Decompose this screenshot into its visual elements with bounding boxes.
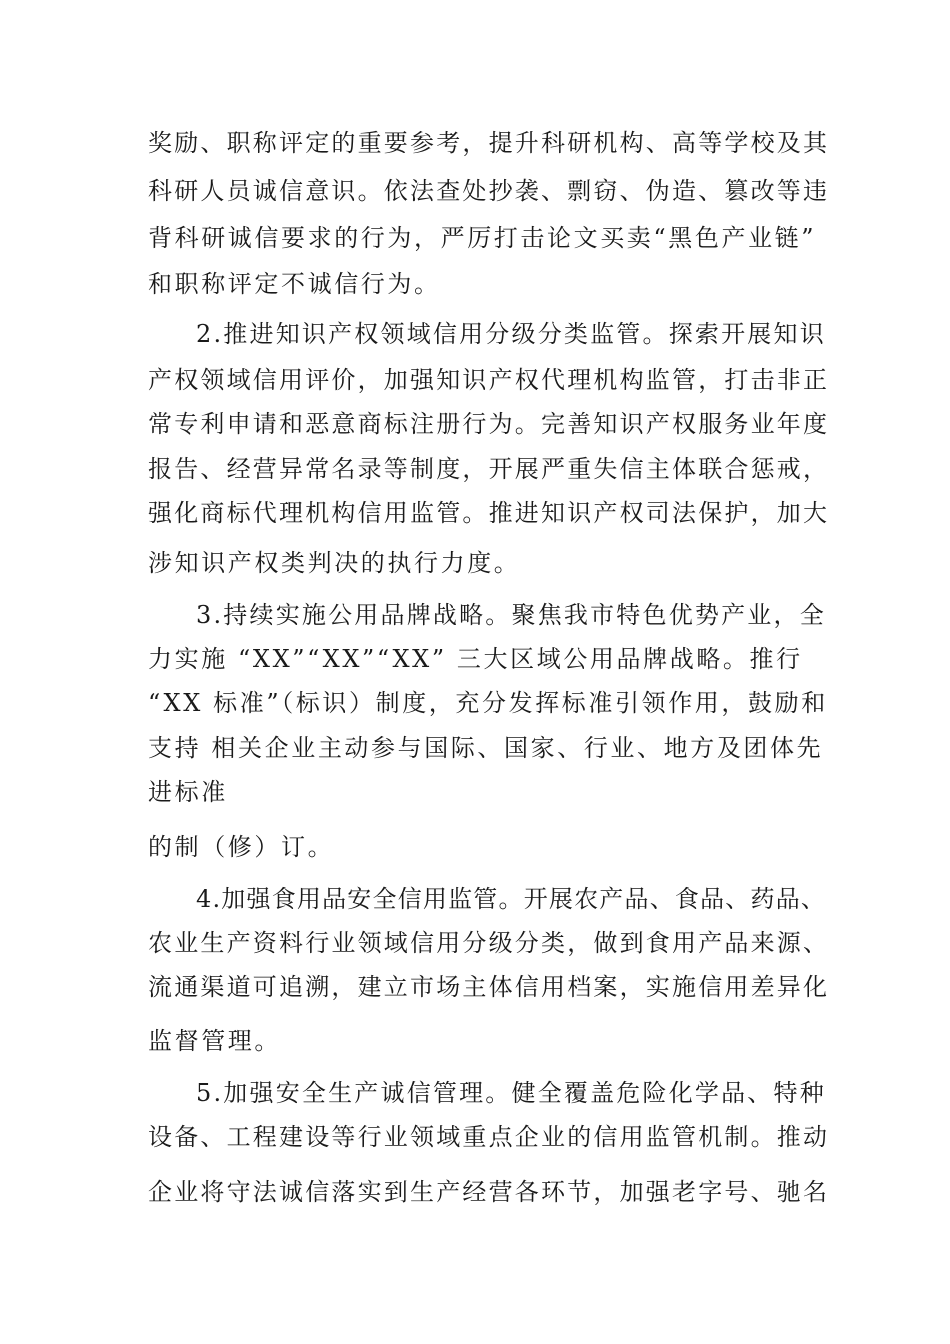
- text-line: 设备、工程建设等行业领域重点企业的信用监管机制。推动: [148, 1123, 830, 1151]
- text-line: 强化商标代理机构信用监管。推进知识产权司法保护，加大: [148, 499, 830, 527]
- text-line: 常专利申请和恶意商标注册行为。完善知识产权服务业年度: [148, 410, 830, 438]
- text-line: 产权领域信用评价，加强知识产权代理机构监管，打击非正: [148, 366, 830, 394]
- text-line: 企业将守法诚信落实到生产经营各环节，加强老字号、驰名: [148, 1178, 830, 1206]
- paragraph-heading-5: 5.加强安全生产诚信管理。健全覆盖危险化学品、特种: [196, 1079, 826, 1107]
- text-line: 进标准: [148, 778, 228, 806]
- text-line: 涉知识产权类判决的执行力度。: [148, 549, 521, 577]
- text-line: 支持 相关企业主动参与国际、国家、行业、地方及团体先: [148, 734, 824, 762]
- text-line: 的制（修）订。: [148, 833, 335, 861]
- text-line: 监督管理。: [148, 1027, 281, 1055]
- text-line: 背科研诚信要求的行为，严厉打击论文买卖“黑色产业链”: [148, 224, 817, 252]
- text-line: 科研人员诚信意识。依法查处抄袭、剽窃、伪造、篡改等违: [148, 177, 830, 205]
- paragraph-heading-3: 3.持续实施公用品牌战略。聚焦我市特色优势产业，全: [196, 601, 826, 629]
- text-line: 流通渠道可追溯，建立市场主体信用档案，实施信用差异化: [148, 973, 830, 1001]
- text-line: 力实施 “XX”“XX”“XX” 三大区域公用品牌战略。推行: [148, 645, 803, 673]
- text-line: 农业生产资料行业领域信用分级分类，做到食用产品来源、: [148, 929, 830, 957]
- text-line: 报告、经营异常名录等制度，开展严重失信主体联合惩戒，: [148, 455, 830, 483]
- text-line: 奖励、职称评定的重要参考，提升科研机构、高等学校及其: [148, 129, 830, 157]
- text-line: 和职称评定不诚信行为。: [148, 270, 441, 298]
- paragraph-heading-2: 2.推进知识产权领域信用分级分类监管。探索开展知识: [196, 320, 826, 348]
- text-line: “XX 标准”（标识）制度，充分发挥标准引领作用，鼓励和: [148, 689, 828, 717]
- paragraph-heading-4: 4.加强食用品安全信用监管。开展农产品、食品、药品、: [196, 885, 827, 913]
